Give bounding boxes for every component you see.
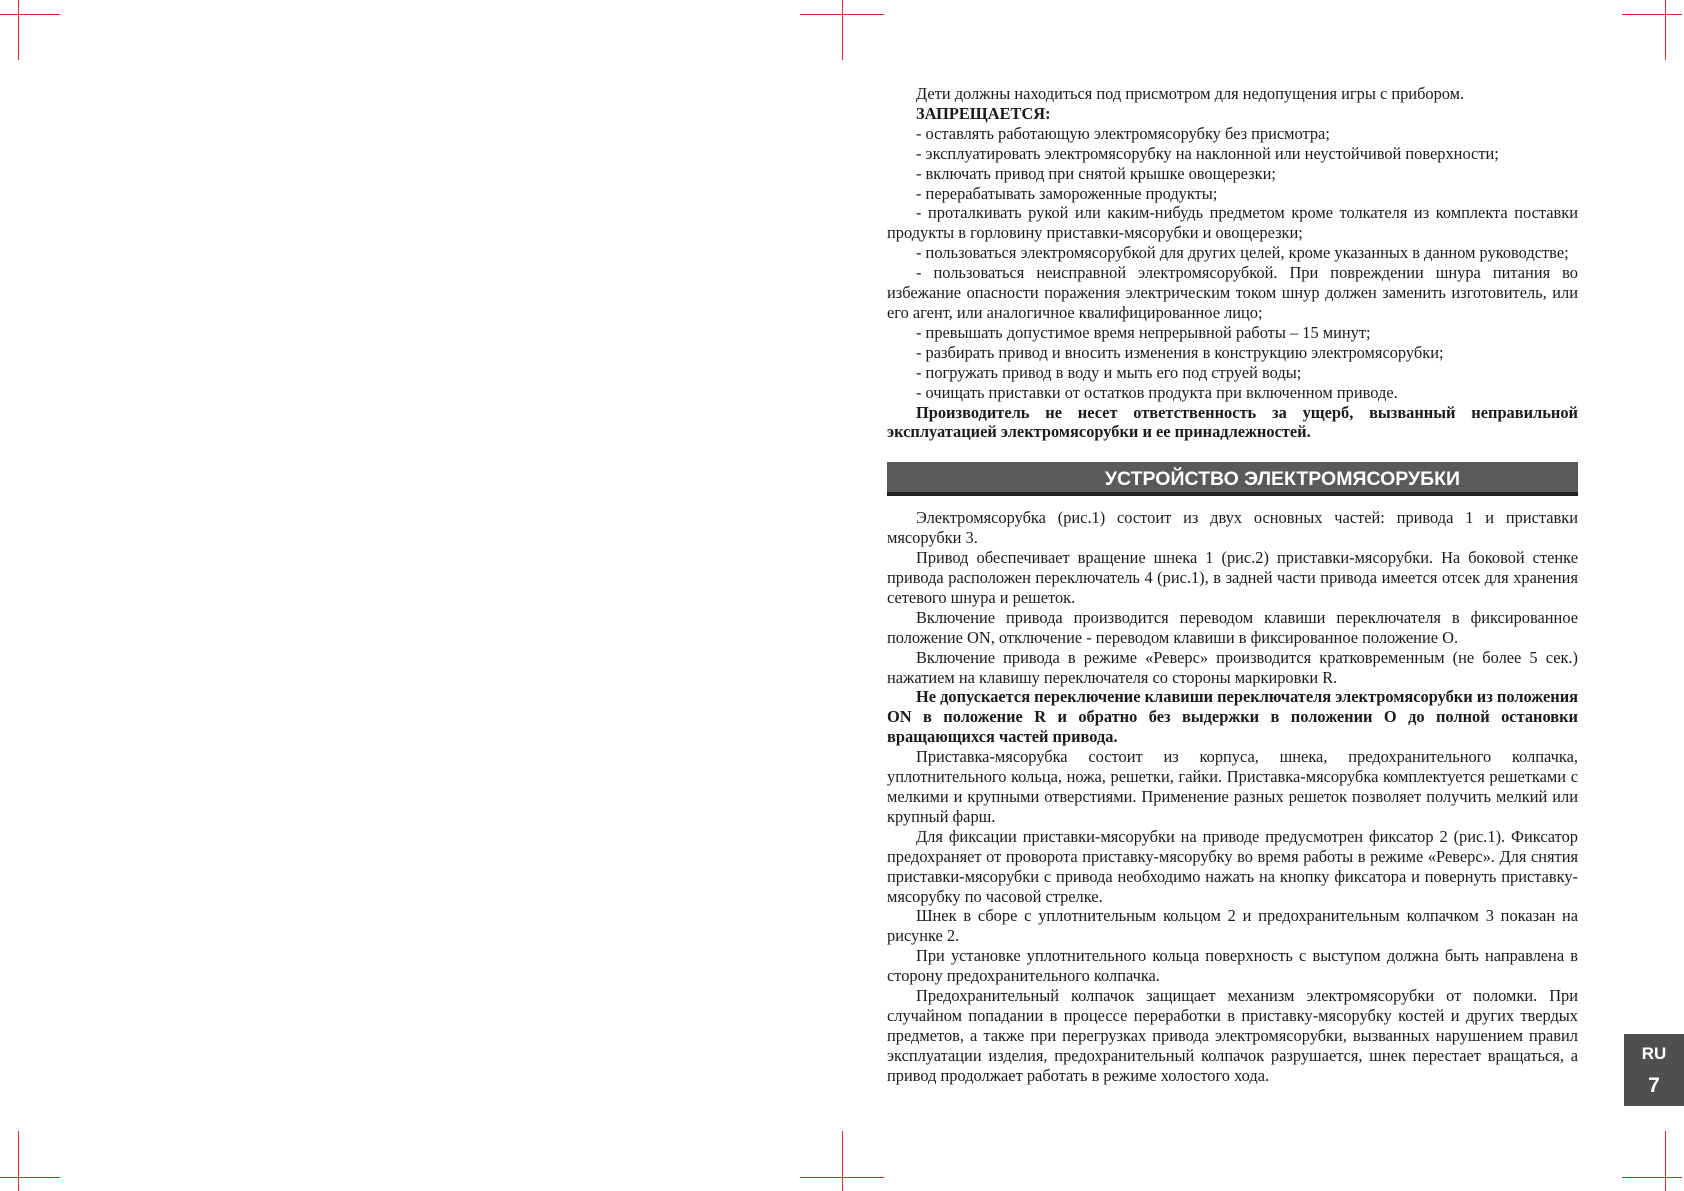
- warnings-block: [887, 84, 1578, 442]
- crop-mark-tr-v: [1665, 0, 1666, 60]
- page-content: [887, 84, 1578, 1086]
- paragraph: Привод обеспечивает вращение шнека 1 (рис.2) приставки-мясорубки. На боковой стенке привода расположен переключатель 4 (рис.1), в задней части привода имеется отсек для хранения сетевого шнура и решеток.: [887, 548, 1578, 607]
- crop-mark-br-v: [1665, 1131, 1666, 1191]
- section-title: УСТРОЙСТВО ЭЛЕКТРОМЯСОРУБКИ: [887, 462, 1578, 496]
- list-item: - разбирать привод и вносить изменения в конструкцию электромясорубки;: [916, 342, 1444, 362]
- paragraph: Предохранительный колпачок защищает механизм электромясорубки от поломки. При случайном попадании в процессе переработки в приставку-мясорубку костей и других твердых предметов, а также при перегрузках привода электромясорубки, вызванных нарушением правил эксплуатации изделия, предохранительный колпачок разрушается, шнек перестает вращаться, а привод продолжает работать в режиме холостого хода.: [887, 986, 1578, 1085]
- crop-mark-bc-v: [842, 1131, 843, 1191]
- list-item: - эксплуатировать электромясорубку на наклонной или неустойчивой поверхности;: [916, 143, 1499, 163]
- crop-mark-tc-v: [842, 0, 843, 60]
- list-item: - перерабатывать замороженные продукты;: [916, 183, 1218, 203]
- crop-mark-tl-h: [0, 14, 60, 15]
- crop-mark-tl-v: [18, 0, 19, 60]
- paragraph: Дети должны находиться под присмотром для недопущения игры с прибором.: [916, 84, 1465, 103]
- list-item: - превышать допустимое время непрерывной работы – 15 минут;: [916, 322, 1371, 342]
- list-item: - очищать приставки от остатков продукта при включенном приводе.: [916, 382, 1398, 402]
- language-page-tab: [1624, 1034, 1684, 1106]
- paragraph: Включение привода производится переводом клавиши переключателя в фиксированное положение ON, отключение - переводом клавиши в фиксированное положение O.: [887, 607, 1578, 647]
- crop-mark-bl-v: [18, 1131, 19, 1191]
- paragraph: При установке уплотнительного кольца поверхность с выступом должна быть направлена в сторону предохранительного колпачка.: [887, 946, 1578, 986]
- language-code: RU: [1641, 1044, 1667, 1063]
- page-number: 7: [1648, 1074, 1660, 1097]
- list-item: - оставлять работающую электромясорубку без присмотра;: [916, 123, 1330, 143]
- crop-mark-tr-h: [1622, 14, 1682, 15]
- list-item: - проталкивать рукой или каким-нибудь предметом кроме толкателя из комплекта поставки продукты в горловину приставки-мясорубки и овощерезки;: [887, 203, 1578, 243]
- list-item: - пользоваться неисправной электромясорубкой. При повреждении шнура питания во избежание опасности поражения электрическим током шнур должен заменить изготовитель, или его агент, или аналогичное квалифицированное лицо;: [887, 263, 1578, 322]
- paragraph: Включение привода в режиме «Реверс» производится кратковременным (не более 5 сек.) нажатием на клавишу переключателя со стороны маркировки R.: [887, 647, 1578, 687]
- list-item: - включать привод при снятой крышке овощерезки;: [916, 163, 1276, 183]
- switch-warning: Не допускается переключение клавиши переключателя электромясорубки из положения ON в положение R и обратно без выдержки в положении O до полной остановки вращающихся частей привода.: [887, 687, 1579, 747]
- liability-notice: Производитель не несет ответственность за ущерб, вызванный неправильной эксплуатацией электромясорубки и ее принадлежностей.: [887, 402, 1578, 442]
- list-item: - пользоваться электромясорубкой для других целей, кроме указанных в данном руководстве;: [916, 243, 1569, 263]
- paragraph: Шнек в сборе с уплотнительным кольцом 2 и предохранительным колпачком 3 показан на рисунке 2.: [887, 906, 1578, 946]
- paragraph: Электромясорубка (рис.1) состоит из двух основных частей: привода 1 и приставки мясорубки 3.: [887, 508, 1578, 548]
- paragraph: Для фиксации приставки-мясорубки на приводе предусмотрен фиксатор 2 (рис.1). Фиксатор предохраняет от проворота приставку-мясорубку во время работы в режиме «Реверс». Для снятия приставки-мясорубки с привода необходимо нажать на кнопку фиксатора и повернуть приставку-мясорубку по часовой стрелке.: [887, 826, 1578, 906]
- prohibited-heading: ЗАПРЕЩАЕТСЯ:: [916, 103, 1051, 123]
- list-item: - погружать привод в воду и мыть его под струей воды;: [916, 362, 1302, 382]
- paragraph: Приставка-мясорубка состоит из корпуса, шнека, предохранительного колпачка, уплотнительного кольца, ножа, решетки, гайки. Приставка-мясорубка комплектуется решетками с мелкими и крупными отверстиями. Применение разных решеток позволяет получить мелкий или крупный фарш.: [887, 747, 1578, 826]
- crop-mark-bl-h: [0, 1177, 60, 1178]
- device-description-block: [887, 508, 1578, 1085]
- crop-mark-br-h: [1622, 1177, 1682, 1178]
